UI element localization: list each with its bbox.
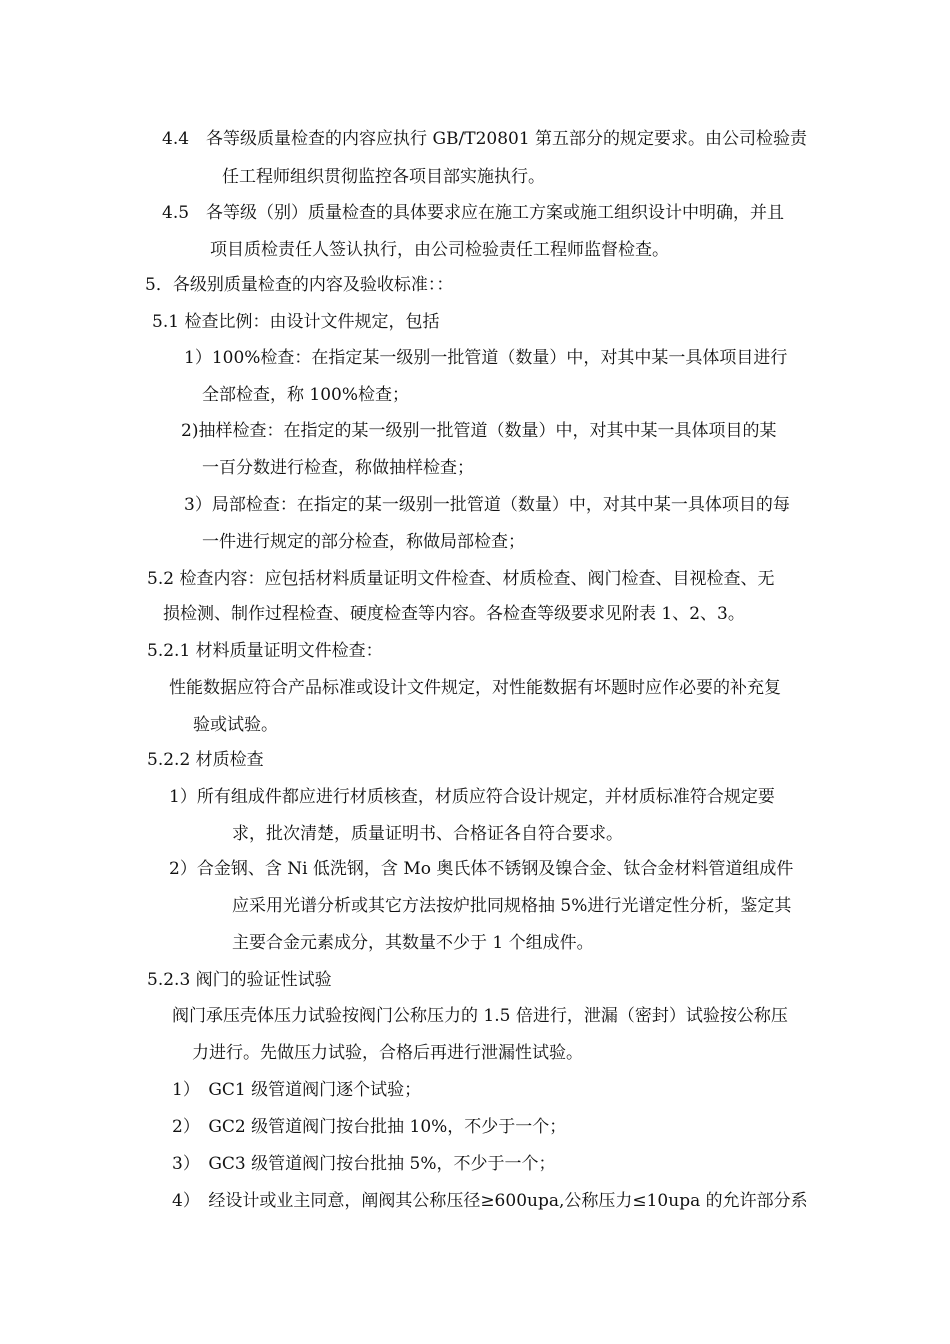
text-line-4-5: 4.5 各等级（别）质量检查的具体要求应在施工方案或施工组织设计中明确，并且 bbox=[162, 203, 785, 223]
list-item-5-2-2-1-cont: 求，批次清楚，质量证明书、合格证各自符合要求。 bbox=[232, 824, 623, 844]
section-heading-5-2: 5.2 检查内容：应包括材料质量证明文件检查、材质检查、阀门检查、目视检查、无 bbox=[147, 569, 775, 589]
list-item-5-2-2-2-cont1: 应采用光谱分析或其它方法按炉批同规格抽 5%进行光谱定性分析，鉴定其 bbox=[232, 896, 792, 916]
section-heading-5-2-2: 5.2.2 材质检查 bbox=[147, 750, 264, 770]
list-item-5-2-2-2: 2）合金钢、含 Ni 低洗钢，含 Mo 奥氏体不锈钢及镍合金、钛合金材料管道组成件 bbox=[169, 859, 794, 879]
list-item-1: 1）100%检查：在指定某一级别一批管道（数量）中，对其中某一具体项目进行 bbox=[184, 348, 788, 368]
paragraph-5-2-3-cont: 力进行。先做压力试验，合格后再进行泄漏性试验。 bbox=[192, 1043, 583, 1063]
list-item-5-2-2-1: 1）所有组成件都应进行材质核查，材质应符合设计规定，并材质标准符合规定要 bbox=[169, 787, 775, 807]
section-heading-5-1: 5.1 检查比例：由设计文件规定，包括 bbox=[152, 312, 440, 332]
list-item-4: 4） 经设计或业主同意，阐阀其公称压径≥600upa,公称压力≤10upa 的允许部分系 bbox=[172, 1191, 808, 1211]
list-item-gc3: 3） GC3 级管道阀门按台批抽 5%，不少于一个； bbox=[172, 1154, 556, 1174]
text-line-4-4-cont: 任工程师组织贯彻监控各项目部实施执行。 bbox=[222, 167, 545, 187]
section-heading-5-2-3: 5.2.3 阀门的验证性试验 bbox=[147, 970, 332, 990]
list-item-gc1: 1） GC1 级管道阀门逐个试验； bbox=[172, 1080, 422, 1100]
text-line-4-4: 4.4 各等级质量检查的内容应执行 GB/T20801 第五部分的规定要求。由公司检验责 bbox=[162, 129, 808, 149]
list-item-2-cont: 一百分数进行检查，称做抽样检查； bbox=[202, 458, 474, 478]
section-5-2-cont: 损检测、制作过程检查、硬度检查等内容。各检查等级要求见附表 1、2、3。 bbox=[163, 604, 745, 624]
list-item-3-cont: 一件进行规定的部分检查，称做局部检查； bbox=[202, 532, 525, 552]
list-item-3: 3）局部检查：在指定的某一级别一批管道（数量）中，对其中某一具体项目的每 bbox=[184, 495, 790, 515]
section-heading-5-2-1: 5.2.1 材料质量证明文件检查： bbox=[147, 641, 383, 661]
section-heading-5: 5．各级别质量检查的内容及验收标准：： bbox=[145, 275, 454, 295]
text-line-4-5-cont: 项目质检责任人签认执行，由公司检验责任工程师监督检查。 bbox=[210, 240, 669, 260]
list-item-2: 2)抽样检查：在指定的某一级别一批管道（数量）中，对其中某一具体项目的某 bbox=[181, 421, 777, 441]
list-item-1-cont: 全部检查，称 100%检查； bbox=[202, 385, 410, 405]
list-item-gc2: 2） GC2 级管道阀门按台批抽 10%，不少于一个； bbox=[172, 1117, 567, 1137]
list-item-5-2-2-2-cont2: 主要合金元素成分，其数量不少于 1 个组成件。 bbox=[232, 933, 594, 953]
paragraph-5-2-1: 性能数据应符合产品标准或设计文件规定，对性能数据有坏题时应作必要的补充复 bbox=[169, 678, 781, 698]
paragraph-5-2-1-cont: 验或试验。 bbox=[193, 715, 278, 735]
paragraph-5-2-3: 阀门承压壳体压力试验按阀门公称压力的 1.5 倍进行，泄漏（密封）试验按公称压 bbox=[172, 1006, 788, 1026]
